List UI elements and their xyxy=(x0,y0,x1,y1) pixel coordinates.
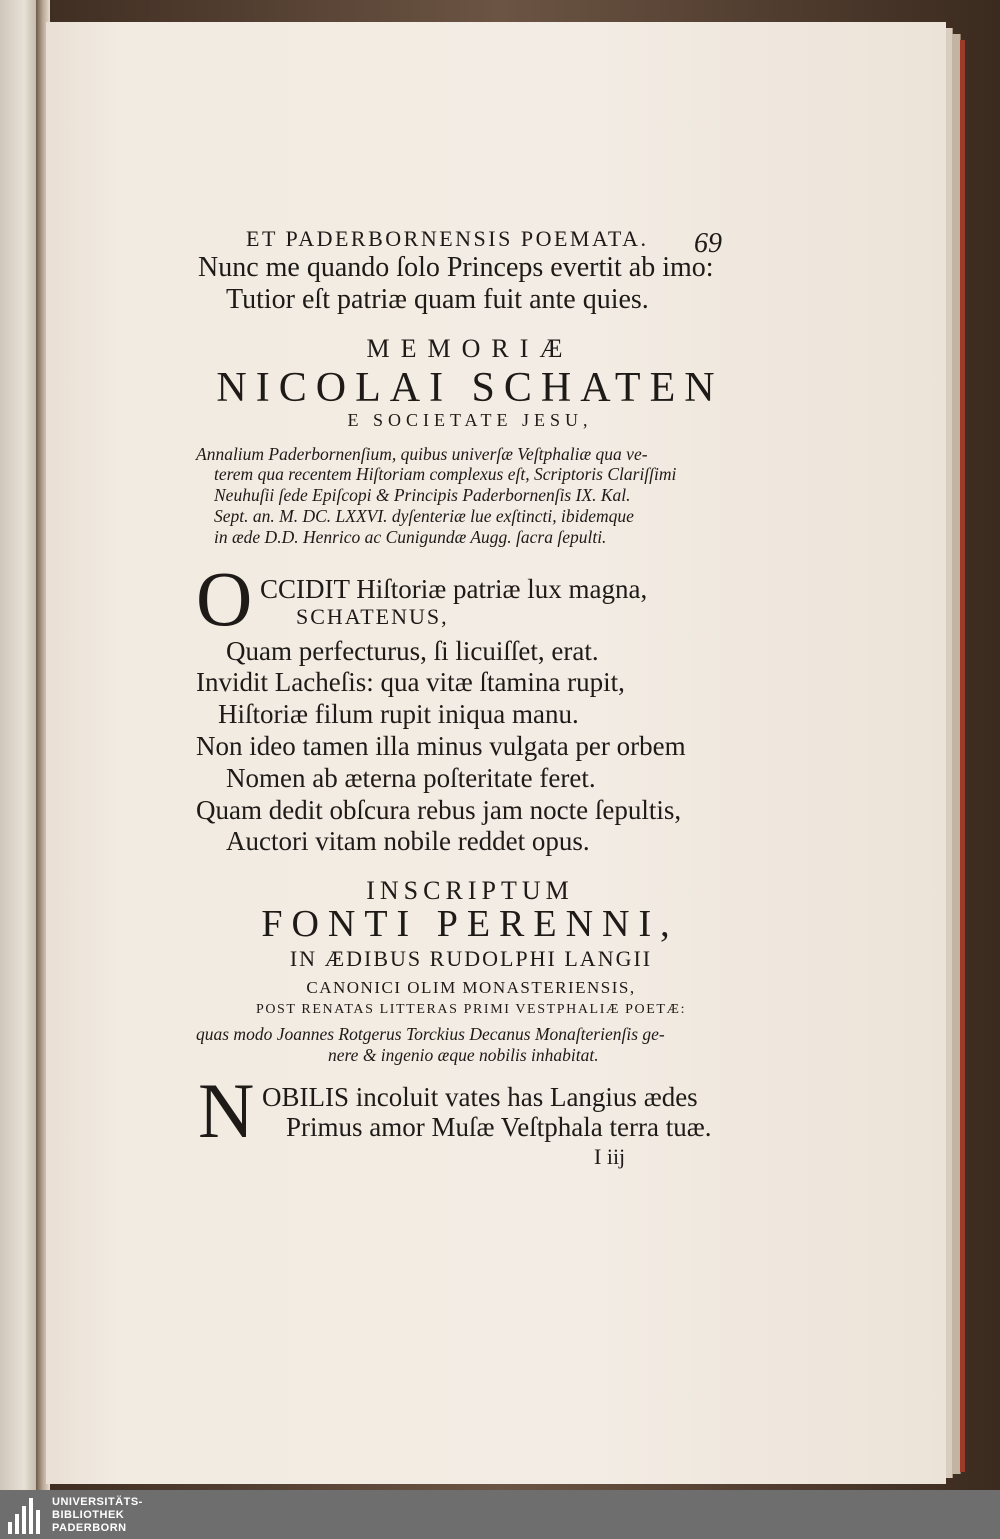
running-title: ET PADERBORNENSIS POEMATA. xyxy=(246,226,649,251)
section-title-name: NICOLAI SCHATEN xyxy=(216,365,724,411)
signature-mark: I iij xyxy=(594,1144,626,1169)
library-footer xyxy=(0,1490,1000,1539)
verse-line: Tutior eſt patriæ quam fuit ante quies. xyxy=(226,284,649,315)
dedication-line: Neuhuſii ſede Epiſcopi & Principis Paderbornenſis IX. Kal. xyxy=(214,485,631,505)
verse-line: OBILIS incoluit vates has Langius ædes xyxy=(262,1082,698,1112)
library-logo-text: PADERBORN xyxy=(52,1522,127,1534)
library-logo-icon xyxy=(8,1496,44,1534)
verse-line: Nomen ab æterna poſteritate feret. xyxy=(226,763,596,793)
library-logo-text: BIBLIOTHEK xyxy=(52,1509,125,1521)
dedication-line: Sept. an. M. DC. LXXVI. dyſenteriæ lue exſtincti, ibidemque xyxy=(214,506,634,526)
verse-line: Primus amor Muſæ Veſtphala terra tuæ. xyxy=(286,1112,712,1142)
dedication-line: in æde D.D. Henrico ac Cunigundæ Augg. ſacra ſepulti. xyxy=(214,527,607,547)
drop-cap: N xyxy=(198,1067,255,1154)
binding-edge xyxy=(960,40,965,1472)
section-subtitle: IN ÆDIBUS RUDOLPHI LANGII xyxy=(289,946,653,971)
page-number: 69 xyxy=(694,228,722,259)
library-logo-text: UNIVERSITÄTS- xyxy=(52,1496,143,1508)
section-title-name: FONTI PERENNI, xyxy=(261,903,679,945)
verse-line: Quam perfecturus, ſi licuiſſet, erat. xyxy=(226,636,599,666)
dedication-line: Annalium Paderbornenſium, quibus univerſæ Veſtphaliæ qua ve- xyxy=(196,444,648,464)
verse-line: Hiſtoriæ filum rupit iniqua manu. xyxy=(218,699,579,729)
verse-line: Auctori vitam nobile reddet opus. xyxy=(226,826,590,856)
left-page-edge xyxy=(0,0,40,1490)
section-subtitle: E SOCIETATE JESU, xyxy=(347,410,593,430)
section-subtitle: POST RENATAS LITTERAS PRIMI VESTPHALIÆ POETÆ: xyxy=(255,1002,687,1017)
section-subtitle: CANONICI OLIM MONASTERIENSIS, xyxy=(306,978,636,997)
section-title: MEMORIÆ xyxy=(366,334,574,363)
verse-line: Non ideo tamen illa minus vulgata per orbem xyxy=(196,731,686,761)
verse-line: SCHATENUS, xyxy=(296,604,449,629)
drop-cap: O xyxy=(196,555,253,642)
section-title: INSCRIPTUM xyxy=(366,876,574,905)
verse-line: Quam dedit obſcura rebus jam nocte ſepultis, xyxy=(196,795,682,825)
dedication-line: terem qua recentem Hiſtoriam complexus eſt, Scriptoris Clariſſimi xyxy=(214,464,677,484)
verse-line: Nunc me quando ſolo Princeps evertit ab imo: xyxy=(198,252,714,283)
dedication-line: nere & ingenio æque nobilis inhabitat. xyxy=(328,1045,599,1065)
verse-line: Invidit Lacheſis: qua vitæ ſtamina rupit, xyxy=(196,667,625,697)
dedication-line: quas modo Joannes Rotgerus Torckius Decanus Monaſterienſis ge- xyxy=(196,1024,665,1044)
verse-line: CCIDIT Hiſtoriæ patriæ lux magna, xyxy=(260,574,648,604)
